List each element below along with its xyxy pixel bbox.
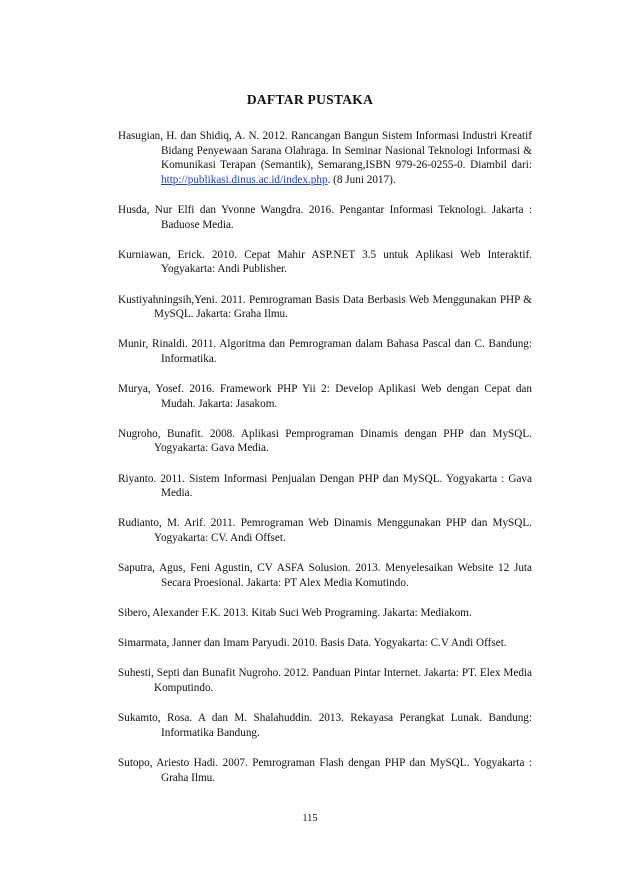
reference-item: Riyanto. 2011. Sistem Informasi Penjualan Dengan PHP dan MySQL. Yogyakarta : Gava Media.	[118, 472, 532, 500]
reference-item: Nugroho, Bunafit. 2008. Aplikasi Pemprograman Dinamis dengan PHP dan MySQL. Yogyakarta: Gava Media.	[118, 427, 532, 455]
reference-item: Munir, Rinaldi. 2011. Algoritma dan Pemrograman dalam Bahasa Pascal dan C. Bandung: Informatika.	[118, 338, 532, 365]
page-title: DAFTAR PUSTAKA	[246, 92, 374, 107]
reference-item: Saputra, Agus, Feni Agustin, CV ASFA Solusion. 2013. Menyelesaikan Website 12 Juta Secara Proesional. Jakarta: PT Alex Media Komutindo.	[118, 562, 532, 589]
reference-item: Murya, Yosef. 2016. Framework PHP Yii 2: Develop Aplikasi Web dengan Cepat dan Mudah. Jakarta: Jasakom.	[118, 383, 532, 410]
reference-item: Sibero, Alexander F.K. 2013. Kitab Suci Web Programing. Jakarta: Mediakom.	[118, 607, 472, 619]
reference-list	[118, 129, 532, 801]
reference-item: Rudianto, M. Arif. 2011. Pemrograman Web Dinamis Menggunakan PHP dan MySQL. Yogyakarta: CV. Andi Offset.	[118, 517, 532, 545]
reference-item: Sukamto, Rosa. A dan M. Shalahuddin. 2013. Rekayasa Perangkat Lunak. Bandung: Informatika Bandung.	[118, 712, 532, 739]
reference-item: Kurniawan, Erick. 2010. Cepat Mahir ASP.NET 3.5 untuk Aplikasi Web Interaktif. Yogyakarta: Andi Publisher.	[118, 248, 532, 276]
reference-item: Simarmata, Janner dan Imam Paryudi. 2010. Basis Data. Yogyakarta: C.V Andi Offset.	[118, 637, 507, 650]
reference-text-end: . (8 Juni 2017).	[327, 173, 396, 186]
page-number: 115	[302, 813, 318, 824]
reference-item	[118, 129, 532, 187]
reference-item: Suhesti, Septi dan Bunafit Nugroho. 2012. Panduan Pintar Internet. Jakarta: PT. Elex Media Komputindo.	[118, 667, 532, 694]
reference-text: Hasugian, H. dan Shidiq, A. N. 2012. Rancangan Bangun Sistem Informasi Industri Kreatif Bidang Penyewaan Sarana Olahraga. In Seminar Nasional Teknologi Informasi & Komunikasi Terapan (Semantik), Semarang,ISBN 979-26-0255-0. Diambil dari:	[118, 130, 532, 172]
reference-item: Sutopo, Ariesto Hadi. 2007. Pemrograman Flash dengan PHP dan MySQL. Yogyakarta : Graha Ilmu.	[118, 756, 532, 784]
reference-item: Husda, Nur Elfi dan Yvonne Wangdra. 2016. Pengantar Informasi Teknologi. Jakarta : Baduose Media.	[118, 203, 532, 231]
reference-item: Kustiyahningsih,Yeni. 2011. Pemrograman Basis Data Berbasis Web Menggunakan PHP & MySQL. Jakarta: Graha Ilmu.	[118, 293, 532, 321]
reference-link[interactable]: http://publikasi.dinus.ac.id/index.php	[161, 173, 328, 186]
